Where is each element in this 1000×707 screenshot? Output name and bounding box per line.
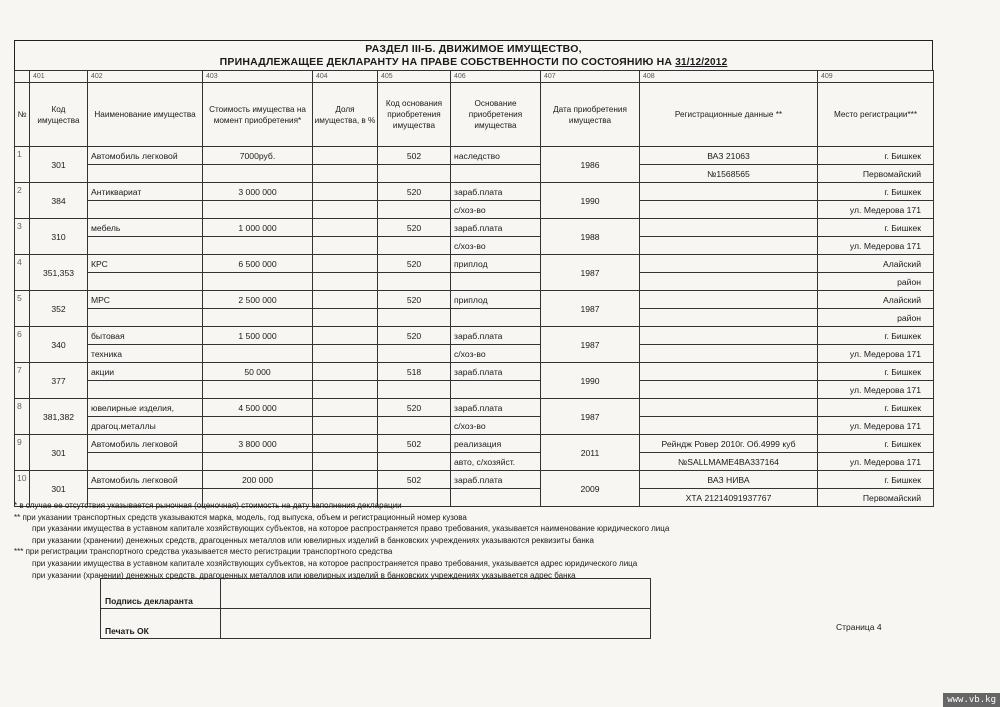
property-share xyxy=(313,219,378,237)
registration-data-cont xyxy=(640,381,818,399)
registration-place: г. Бишкек xyxy=(818,219,934,237)
property-name-cont xyxy=(88,237,203,255)
registration-data xyxy=(640,255,818,273)
footnote: *** при регистрации транспортного средства указывается место регистрации транспортного средства xyxy=(14,547,393,557)
acquisition-basis: зараб.плата xyxy=(451,183,541,201)
registration-place-cont: ул. Медерова 171 xyxy=(818,237,934,255)
registration-place-cont: ул. Медерова 171 xyxy=(818,381,934,399)
acquisition-basis-cont: с/хоз-во xyxy=(451,237,541,255)
property-share-cont xyxy=(313,345,378,363)
basis-code-cont xyxy=(378,345,451,363)
table-row-continued xyxy=(15,273,934,291)
table-row xyxy=(15,255,934,273)
registration-place: Алайский xyxy=(818,291,934,309)
acquisition-basis: зараб.плата xyxy=(451,219,541,237)
acquisition-basis: наследство xyxy=(451,147,541,165)
table-row xyxy=(15,363,934,381)
acquisition-basis: зараб.плата xyxy=(451,471,541,489)
basis-code: 520 xyxy=(378,183,451,201)
basis-code: 518 xyxy=(378,363,451,381)
table-row-continued xyxy=(15,345,934,363)
acquisition-basis-cont: с/хоз-во xyxy=(451,201,541,219)
property-name-cont xyxy=(88,165,203,183)
property-cost-cont xyxy=(203,345,313,363)
registration-data xyxy=(640,327,818,345)
header-share: Доля имущества, в % xyxy=(313,83,378,147)
basis-code: 520 xyxy=(378,291,451,309)
table-row xyxy=(15,435,934,453)
property-cost: 3 800 000 xyxy=(203,435,313,453)
registration-place: г. Бишкек xyxy=(818,399,934,417)
table-row xyxy=(15,147,934,165)
basis-code: 520 xyxy=(378,327,451,345)
registration-data xyxy=(640,219,818,237)
stamp-label: Печать ОК xyxy=(101,609,221,639)
property-share xyxy=(313,291,378,309)
property-share-cont xyxy=(313,273,378,291)
registration-data xyxy=(640,363,818,381)
footnote: при указании имущества в уставном капитале хозяйствующих субъектов, на которое распространяется право требования, указывается адрес юридического лица xyxy=(32,558,638,568)
property-share xyxy=(313,399,378,417)
property-share-cont xyxy=(313,165,378,183)
header-code: Код имущества xyxy=(30,83,88,147)
header-date: Дата приобретения имущества xyxy=(541,83,640,147)
table-row-continued xyxy=(15,201,934,219)
registration-data-cont xyxy=(640,237,818,255)
col-num: 403 xyxy=(203,71,313,83)
row-number: 4 xyxy=(15,255,30,291)
registration-data-cont xyxy=(640,309,818,327)
property-share xyxy=(313,183,378,201)
registration-place-cont: ул. Медерова 171 xyxy=(818,201,934,219)
col-num: 405 xyxy=(378,71,451,83)
header-row xyxy=(15,83,934,147)
footnote: при указании имущества в уставном капитале хозяйствующих субъектов, на которое распространяется право требования, указывается наименование юридического лица xyxy=(32,524,670,534)
property-cost: 1 000 000 xyxy=(203,219,313,237)
property-name-cont xyxy=(88,381,203,399)
page-number: Страница 4 xyxy=(836,622,882,632)
table-row-continued xyxy=(15,417,934,435)
property-name-cont xyxy=(88,309,203,327)
acquisition-date: 2009 xyxy=(541,471,640,507)
property-share-cont xyxy=(313,381,378,399)
property-share xyxy=(313,363,378,381)
property-cost: 7000руб. xyxy=(203,147,313,165)
registration-data: ВАЗ НИВА xyxy=(640,471,818,489)
title-line-1: РАЗДЕЛ III-Б. ДВИЖИМОЕ ИМУЩЕСТВО, xyxy=(365,43,582,55)
property-code: 352 xyxy=(30,291,88,327)
registration-place-cont: Первомайский xyxy=(818,165,934,183)
registration-place: г. Бишкек xyxy=(818,363,934,381)
property-name-cont xyxy=(88,453,203,471)
registration-data-cont xyxy=(640,345,818,363)
acquisition-date: 1987 xyxy=(541,399,640,435)
table-row-continued xyxy=(15,453,934,471)
table-row xyxy=(15,327,934,345)
table-row xyxy=(15,291,934,309)
acquisition-basis-cont: с/хоз-во xyxy=(451,345,541,363)
property-name: Автомобиль легковой xyxy=(88,435,203,453)
row-number: 10 xyxy=(15,471,30,507)
property-code: 384 xyxy=(30,183,88,219)
property-name-cont: драгоц.металлы xyxy=(88,417,203,435)
registration-place: г. Бишкек xyxy=(818,471,934,489)
col-num: 401 xyxy=(30,71,88,83)
basis-code: 520 xyxy=(378,399,451,417)
header-basis: Основание приобретения имущества xyxy=(451,83,541,147)
property-share-cont xyxy=(313,417,378,435)
property-cost: 1 500 000 xyxy=(203,327,313,345)
acquisition-date: 1990 xyxy=(541,363,640,399)
footnotes xyxy=(14,500,914,581)
property-cost-cont xyxy=(203,201,313,219)
registration-data-cont: №1568565 xyxy=(640,165,818,183)
property-table xyxy=(14,70,934,507)
acquisition-basis: реализация xyxy=(451,435,541,453)
registration-place-cont: Первомайский xyxy=(818,489,934,507)
registration-data-cont xyxy=(640,417,818,435)
property-share xyxy=(313,471,378,489)
table-row xyxy=(15,471,934,489)
row-number: 9 xyxy=(15,435,30,471)
property-share-cont xyxy=(313,453,378,471)
col-num: 404 xyxy=(313,71,378,83)
stamp-field xyxy=(221,609,651,639)
basis-code-cont xyxy=(378,237,451,255)
property-name: МРС xyxy=(88,291,203,309)
property-code: 340 xyxy=(30,327,88,363)
table-row xyxy=(15,399,934,417)
acquisition-date: 1987 xyxy=(541,291,640,327)
registration-place-cont: ул. Медерова 171 xyxy=(818,453,934,471)
acquisition-basis-cont xyxy=(451,165,541,183)
basis-code-cont xyxy=(378,273,451,291)
property-code: 310 xyxy=(30,219,88,255)
property-name-cont: техника xyxy=(88,345,203,363)
property-share xyxy=(313,327,378,345)
basis-code-cont xyxy=(378,417,451,435)
header-cost: Стоимость имущества на момент приобретения* xyxy=(203,83,313,147)
acquisition-basis-cont: авто, с/хозяйст. xyxy=(451,453,541,471)
header-name: Наименование имущества xyxy=(88,83,203,147)
property-cost-cont xyxy=(203,309,313,327)
property-name: ювелирные изделия, xyxy=(88,399,203,417)
property-code: 301 xyxy=(30,147,88,183)
row-number: 6 xyxy=(15,327,30,363)
basis-code: 502 xyxy=(378,435,451,453)
row-number: 2 xyxy=(15,183,30,219)
table-row-continued xyxy=(15,309,934,327)
title-date: 31/12/2012 xyxy=(675,57,728,68)
acquisition-basis-cont xyxy=(451,273,541,291)
footnote: * в случае ее отсутствия указывается рыночная (оценочная) стоимость на дату заполнения декларации xyxy=(14,501,402,510)
acquisition-basis: зараб.плата xyxy=(451,399,541,417)
registration-data-cont xyxy=(640,201,818,219)
property-cost-cont xyxy=(203,453,313,471)
basis-code-cont xyxy=(378,201,451,219)
property-cost-cont xyxy=(203,417,313,435)
registration-place: Алайский xyxy=(818,255,934,273)
property-name: КРС xyxy=(88,255,203,273)
table-row-continued xyxy=(15,381,934,399)
registration-data xyxy=(640,399,818,417)
property-cost: 2 500 000 xyxy=(203,291,313,309)
col-num: 407 xyxy=(541,71,640,83)
acquisition-date: 1990 xyxy=(541,183,640,219)
basis-code: 502 xyxy=(378,147,451,165)
table-row-continued xyxy=(15,165,934,183)
property-name-cont xyxy=(88,273,203,291)
basis-code: 520 xyxy=(378,219,451,237)
basis-code: 520 xyxy=(378,255,451,273)
registration-place: г. Бишкек xyxy=(818,327,934,345)
property-share xyxy=(313,435,378,453)
property-share xyxy=(313,255,378,273)
property-cost: 200 000 xyxy=(203,471,313,489)
property-cost-cont xyxy=(203,381,313,399)
registration-place: г. Бишкек xyxy=(818,435,934,453)
property-code: 301 xyxy=(30,471,88,507)
footnote: при указании (хранении) денежных средств, драгоценных металлов или ювелирных изделий в банковских учреждениях указываются реквизиты банка xyxy=(32,535,594,545)
registration-place: г. Бишкек xyxy=(818,147,934,165)
basis-code-cont xyxy=(378,453,451,471)
property-name: Автомобиль легковой xyxy=(88,471,203,489)
header-no: № xyxy=(15,83,30,147)
acquisition-date: 2011 xyxy=(541,435,640,471)
property-name-cont xyxy=(88,201,203,219)
registration-place-cont: ул. Медерова 171 xyxy=(818,417,934,435)
property-cost-cont xyxy=(203,273,313,291)
property-cost: 6 500 000 xyxy=(203,255,313,273)
property-cost: 4 500 000 xyxy=(203,399,313,417)
basis-code: 502 xyxy=(378,471,451,489)
registration-data-cont xyxy=(640,273,818,291)
property-code: 351,353 xyxy=(30,255,88,291)
property-code: 381,382 xyxy=(30,399,88,435)
row-number: 8 xyxy=(15,399,30,435)
col-num: 409 xyxy=(818,71,934,83)
property-cost: 50 000 xyxy=(203,363,313,381)
acquisition-date: 1988 xyxy=(541,219,640,255)
registration-place-cont: ул. Медерова 171 xyxy=(818,345,934,363)
property-name: Антиквариат xyxy=(88,183,203,201)
row-number: 1 xyxy=(15,147,30,183)
acquisition-basis-cont xyxy=(451,381,541,399)
registration-data-cont: №SALLMAME4BA337164 xyxy=(640,453,818,471)
property-share xyxy=(313,147,378,165)
registration-place-cont: район xyxy=(818,273,934,291)
column-number-row xyxy=(15,71,934,83)
registration-data-cont: ХТА 21214091937767 xyxy=(640,489,818,507)
basis-code-cont xyxy=(378,309,451,327)
acquisition-basis-cont xyxy=(451,309,541,327)
registration-data: Рейндж Ровер 2010г. Об.4999 куб xyxy=(640,435,818,453)
property-share-cont xyxy=(313,237,378,255)
title-line-2-text: ПРИНАДЛЕЖАЩЕЕ ДЕКЛАРАНТУ НА ПРАВЕ СОБСТВЕННОСТИ ПО СОСТОЯНИЮ НА xyxy=(219,56,676,68)
signature-field xyxy=(221,579,651,609)
header-basecode: Код основания приобретения имущества xyxy=(378,83,451,147)
table-row-continued xyxy=(15,237,934,255)
property-share-cont xyxy=(313,309,378,327)
col-num: 408 xyxy=(640,71,818,83)
header-reg: Регистрационные данные ** xyxy=(640,83,818,147)
property-share-cont xyxy=(313,201,378,219)
acquisition-basis: приплод xyxy=(451,255,541,273)
acquisition-date: 1986 xyxy=(541,147,640,183)
acquisition-date: 1987 xyxy=(541,327,640,363)
registration-data xyxy=(640,291,818,309)
registration-place: г. Бишкек xyxy=(818,183,934,201)
footnote: ** при указании транспортных средств указываются марка, модель, год выпуска, объем и регистрационный номер кузова xyxy=(14,512,467,522)
property-name: Автомобиль легковой xyxy=(88,147,203,165)
row-number: 3 xyxy=(15,219,30,255)
property-code: 377 xyxy=(30,363,88,399)
registration-data xyxy=(640,183,818,201)
property-cost: 3 000 000 xyxy=(203,183,313,201)
property-name: мебель xyxy=(88,219,203,237)
registration-place-cont: район xyxy=(818,309,934,327)
header-place: Место регистрации*** xyxy=(818,83,934,147)
watermark: www.vb.kg xyxy=(943,693,1000,707)
col-num: 402 xyxy=(88,71,203,83)
registration-data: ВАЗ 21063 xyxy=(640,147,818,165)
basis-code-cont xyxy=(378,381,451,399)
row-number: 7 xyxy=(15,363,30,399)
property-name: бытовая xyxy=(88,327,203,345)
signature-label: Подпись декларанта xyxy=(101,579,221,609)
section-title xyxy=(14,40,933,71)
footnote: при указании (хранении) денежных средств, драгоценных металлов или ювелирных изделий в банковских учреждениях указывается адрес банка xyxy=(32,570,576,580)
acquisition-basis: приплод xyxy=(451,291,541,309)
row-number: 5 xyxy=(15,291,30,327)
acquisition-basis: зараб.плата xyxy=(451,363,541,381)
acquisition-date: 1987 xyxy=(541,255,640,291)
property-cost-cont xyxy=(203,237,313,255)
property-code: 301 xyxy=(30,435,88,471)
property-name: акции xyxy=(88,363,203,381)
property-cost-cont xyxy=(203,165,313,183)
acquisition-basis-cont: с/хоз-во xyxy=(451,417,541,435)
title-line-2 xyxy=(15,56,932,69)
signature-block xyxy=(100,578,651,639)
col-num: 406 xyxy=(451,71,541,83)
acquisition-basis: зараб.плата xyxy=(451,327,541,345)
basis-code-cont xyxy=(378,165,451,183)
table-row xyxy=(15,219,934,237)
table-row xyxy=(15,183,934,201)
